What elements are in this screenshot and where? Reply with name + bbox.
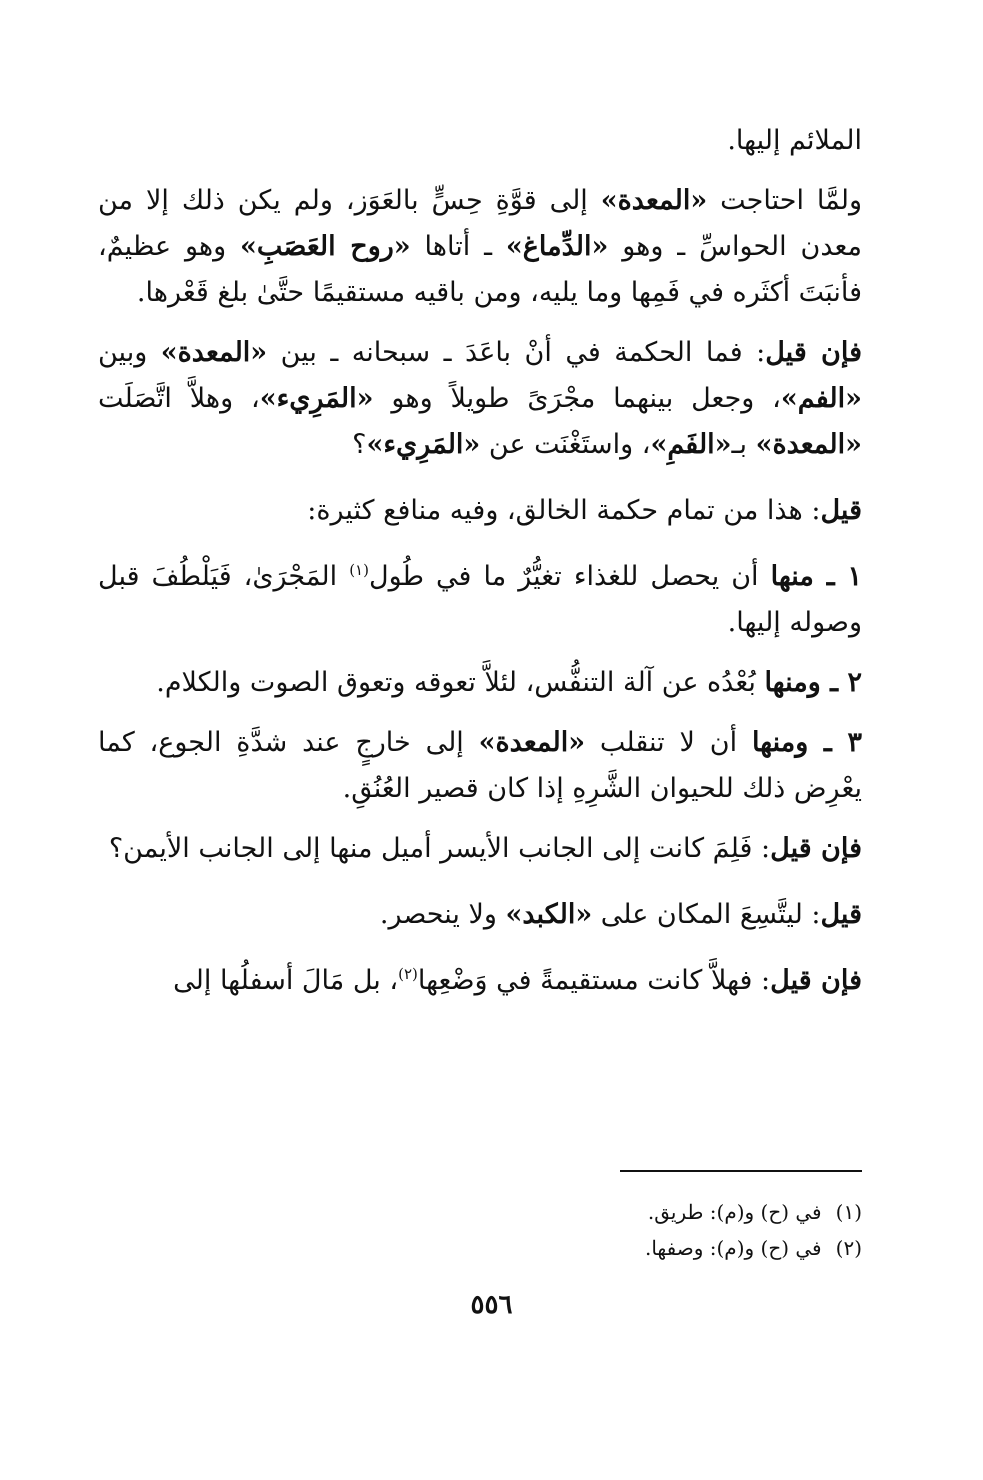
paragraph	[98, 488, 862, 534]
paragraph	[98, 892, 862, 938]
text-run: ، بل مَالَ أسفلُها إلى	[173, 965, 399, 996]
paragraph	[98, 330, 862, 468]
page-body	[98, 118, 862, 1004]
text-run: بُعْدُه عن آلة التنفُّس، لئلاَّ تعوقه وتعوق الصوت والكلام.	[156, 667, 765, 698]
text-run: ، وهلاَّ اتَّصَلَت	[98, 383, 260, 414]
bold-term: فإن قيل	[765, 337, 862, 368]
text-run: ، واستَغْنَت عن	[480, 429, 651, 460]
footnote-ref: (١)	[349, 561, 369, 579]
bold-term: «المعدة»	[755, 429, 862, 460]
bold-term: ١ ـ منها	[770, 561, 862, 592]
paragraph	[98, 118, 862, 164]
bold-term: «المعدة»	[600, 185, 708, 216]
bold-term: «الفم»	[780, 383, 862, 414]
footnote-text: في (ح) و(م): وصفها.	[644, 1236, 822, 1260]
text-run: بـ	[731, 429, 756, 460]
text-run: إلى قوَّةِ حِسٍّ بالعَوَز، ولم يكن ذلك إلا من معدن الحواسِّ ـ وهو	[98, 185, 862, 262]
text-run: ، وجعل بينهما مجْرَىً طويلاً وهو	[373, 383, 781, 414]
bold-term: «المعدة»	[160, 337, 268, 368]
bold-term: قيل	[820, 495, 862, 526]
footnotes	[98, 1194, 862, 1266]
bold-term: «المعدة»	[478, 727, 586, 758]
text-run: : فهلاَّ كانت مستقيمةً في وَضْعِها	[417, 965, 771, 996]
text-run: أن يحصل للغذاء تغيُّرٌ ما في طُول	[368, 561, 771, 592]
footnote	[98, 1194, 862, 1230]
bold-term: «المَرِيء»	[259, 383, 374, 414]
bold-term: «الفَمِ»	[650, 429, 732, 460]
text-run: : ليتَّسِعَ المكان على	[592, 899, 821, 930]
bold-term: ٣ ـ ومنها	[751, 727, 862, 758]
paragraph	[98, 660, 862, 706]
footnote-ref: (٢)	[398, 965, 418, 983]
bold-term: قيل	[820, 899, 862, 930]
bold-term: «الدِّماغ»	[505, 231, 609, 262]
footnote-number: (٢)	[835, 1236, 862, 1260]
footnote-divider	[620, 1170, 862, 1172]
footnote-text: في (ح) و(م): طريق.	[647, 1200, 822, 1224]
page-number: ٥٥٦	[470, 1290, 513, 1320]
paragraph	[98, 720, 862, 812]
bold-term: «المَرِيء»	[366, 429, 481, 460]
text-run: أن لا تنقلب	[585, 727, 752, 758]
text-run: وهو عظيمٌ، فأنبَتَ أكثَره في فَمِها وما يليه، ومن باقيه مستقيمًا حتَّىٰ بلغ قَعْرها.	[98, 231, 862, 308]
text-run: : فَلِمَ كانت إلى الجانب الأيسر أميل منها إلى الجانب الأيمن؟	[108, 833, 771, 864]
paragraph	[98, 554, 862, 646]
bold-term: فإن قيل	[770, 965, 862, 996]
text-run: ولا ينحصر.	[379, 899, 506, 930]
paragraph	[98, 826, 862, 872]
footnote	[98, 1230, 862, 1266]
bold-term: «الكبد»	[505, 899, 593, 930]
text-run: المَجْرَىٰ، فَيَلْطُفَ قبل وصوله إليها.	[98, 561, 862, 638]
paragraph	[98, 178, 862, 316]
text-run: : فما الحكمة في أنْ باعَدَ ـ سبحانه ـ بين	[267, 337, 766, 368]
bold-term: «روح العَصَبِ»	[240, 231, 411, 262]
footnote-number: (١)	[835, 1200, 862, 1224]
text-run: الملائم إليها.	[727, 125, 862, 156]
bold-term: ٢ ـ ومنها	[764, 667, 862, 698]
text-run: : هذا من تمام حكمة الخالق، وفيه منافع كثيرة:	[307, 495, 821, 526]
text-run: إلى خارجٍ عند شدَّةِ الجوع، كما يعْرِض ذلك للحيوان الشَّرِهِ إذا كان قصير العُنُقِ.	[98, 727, 862, 804]
text-run: وبين	[98, 337, 161, 368]
bold-term: فإن قيل	[770, 833, 862, 864]
text-run: ولمَّا احتاجت	[707, 185, 862, 216]
text-run: ـ أتاها	[410, 231, 506, 262]
paragraph	[98, 958, 862, 1004]
text-run: ؟	[352, 429, 367, 460]
